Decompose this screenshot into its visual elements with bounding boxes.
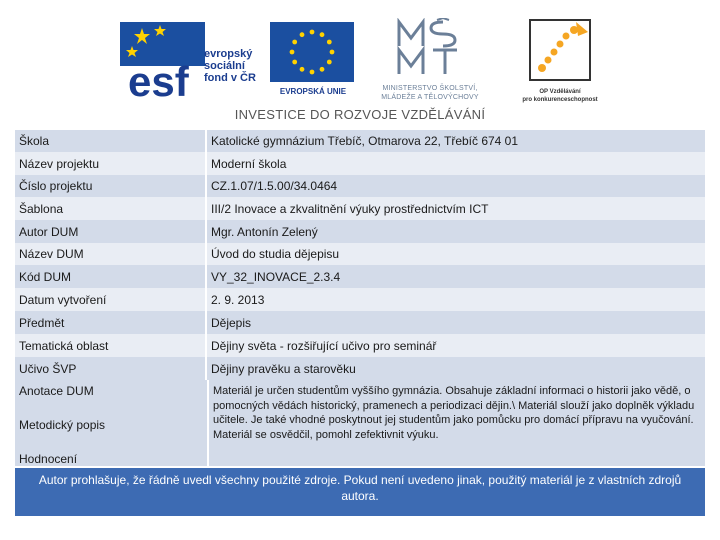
row-value: Mgr. Antonín Zelený: [205, 220, 705, 243]
op-logo: [510, 18, 610, 103]
eu-star-icon: [330, 50, 335, 55]
row-value: III/2 Inovace a zkvalitnění výuky prostřednictvím ICT: [205, 197, 705, 220]
row-value: Dějepis: [205, 311, 705, 334]
row-value: Moderní škola: [205, 152, 705, 175]
eu-star-icon: [327, 60, 332, 65]
esf-logo-mark: [120, 22, 205, 100]
eu-star-icon: [300, 32, 305, 37]
eu-label: EVROPSKÁ UNIE: [279, 87, 347, 96]
row-value: 2. 9. 2013: [205, 288, 705, 311]
msmt-line-1: MINISTERSTVO ŠKOLSTVÍ,: [382, 85, 478, 92]
row-label: Číslo projektu: [19, 179, 93, 193]
row-value: CZ.1.07/1.5.00/34.0464: [205, 175, 705, 197]
eu-star-icon: [320, 32, 325, 37]
eu-star-icon: [327, 40, 332, 45]
eu-flag-icon: [270, 22, 354, 82]
msmt-logo-mark: [395, 18, 465, 78]
row-label: Datum vytvoření: [19, 292, 107, 307]
table-row: [15, 243, 705, 265]
esf-logo: [120, 22, 270, 102]
annotation-label: Anotace DUM: [19, 384, 94, 398]
description-text: Materiál je určen studentům vyššího gymnázia. Obsahuje základní informaci o historii jako vědě, o pomocných vědách historický, pramenech a periodizaci dějin.\ Materiál slouží jako doplněk výkladu učitele. Je také vhodné poskytnout jej studentům jako pomůcku pro domácí přípravu na vyučování. Materiál se osvědčil, pomohl zefektivnit výuku.: [207, 380, 705, 466]
esf-logo-letters: esf: [128, 58, 189, 100]
table-row: [15, 175, 705, 197]
table-row: [15, 152, 705, 175]
banner-tagline: INVESTICE DO ROZVOJE VZDĚLÁVÁNÍ: [234, 107, 486, 122]
table-row: [15, 357, 705, 380]
row-label: Předmět: [19, 315, 65, 330]
op-line-2: pro konkurenceschopnost: [522, 97, 598, 103]
eu-star-icon: [300, 67, 305, 72]
logo-banner: [0, 0, 720, 128]
row-label: Šablona: [19, 201, 64, 216]
esf-line-2: sociální: [204, 60, 245, 72]
eu-logo: [268, 22, 358, 107]
description-labels: [15, 380, 205, 466]
row-label: Kód DUM: [19, 269, 72, 284]
eu-star-icon: [292, 60, 297, 65]
author-statement: Autor prohlašuje, že řádně uvedl všechny použité zdroje. Pokud není uvedeno jinak, použitý materiál je z vlastních zdrojů autora.: [15, 468, 705, 516]
eu-star-icon: [320, 67, 325, 72]
row-value: Úvod do studia dějepisu: [205, 243, 705, 265]
msmt-line-2: MLÁDEŽE A TĚLOVÝCHOVY: [381, 94, 479, 101]
row-label: Tematická oblast: [19, 338, 109, 353]
eu-star-icon: [310, 70, 315, 75]
row-label: Autor DUM: [19, 224, 79, 239]
row-label: Název DUM: [19, 247, 84, 261]
esf-line-1: evropský: [204, 48, 253, 60]
row-value: Dějiny pravěku a starověku: [205, 357, 705, 380]
description-block: [15, 380, 705, 466]
row-value: Dějiny světa - rozšiřující učivo pro seminář: [205, 334, 705, 357]
table-row: [15, 130, 705, 152]
eu-star-icon: [310, 30, 315, 35]
row-label: Škola: [19, 134, 50, 148]
evaluation-label: Hodnocení: [19, 452, 78, 466]
msmt-logo-text: [355, 84, 505, 102]
table-row: [15, 265, 705, 288]
op-line-1: OP Vzdělávání: [539, 89, 581, 95]
method-label: Metodický popis: [19, 418, 106, 432]
row-value: VY_32_INOVACE_2.3.4: [205, 265, 705, 288]
table-row: [15, 197, 705, 220]
eu-star-icon: [290, 50, 295, 55]
table-row: [15, 334, 705, 357]
eu-star-icon: [292, 40, 297, 45]
table-row: [15, 288, 705, 311]
table-row: [15, 220, 705, 243]
esf-line-3: fond v ČR: [204, 72, 256, 84]
row-value: Katolické gymnázium Třebíč, Otmarova 22, Třebíč 674 01: [205, 130, 705, 152]
op-logo-text: [510, 88, 610, 104]
esf-logo-text: [204, 48, 256, 84]
info-table: [15, 130, 705, 516]
msmt-logo: [355, 18, 505, 103]
table-row: [15, 311, 705, 334]
op-logo-mark: [528, 18, 592, 82]
row-label: Učivo ŠVP: [19, 361, 77, 376]
row-label: Název projektu: [19, 156, 100, 171]
